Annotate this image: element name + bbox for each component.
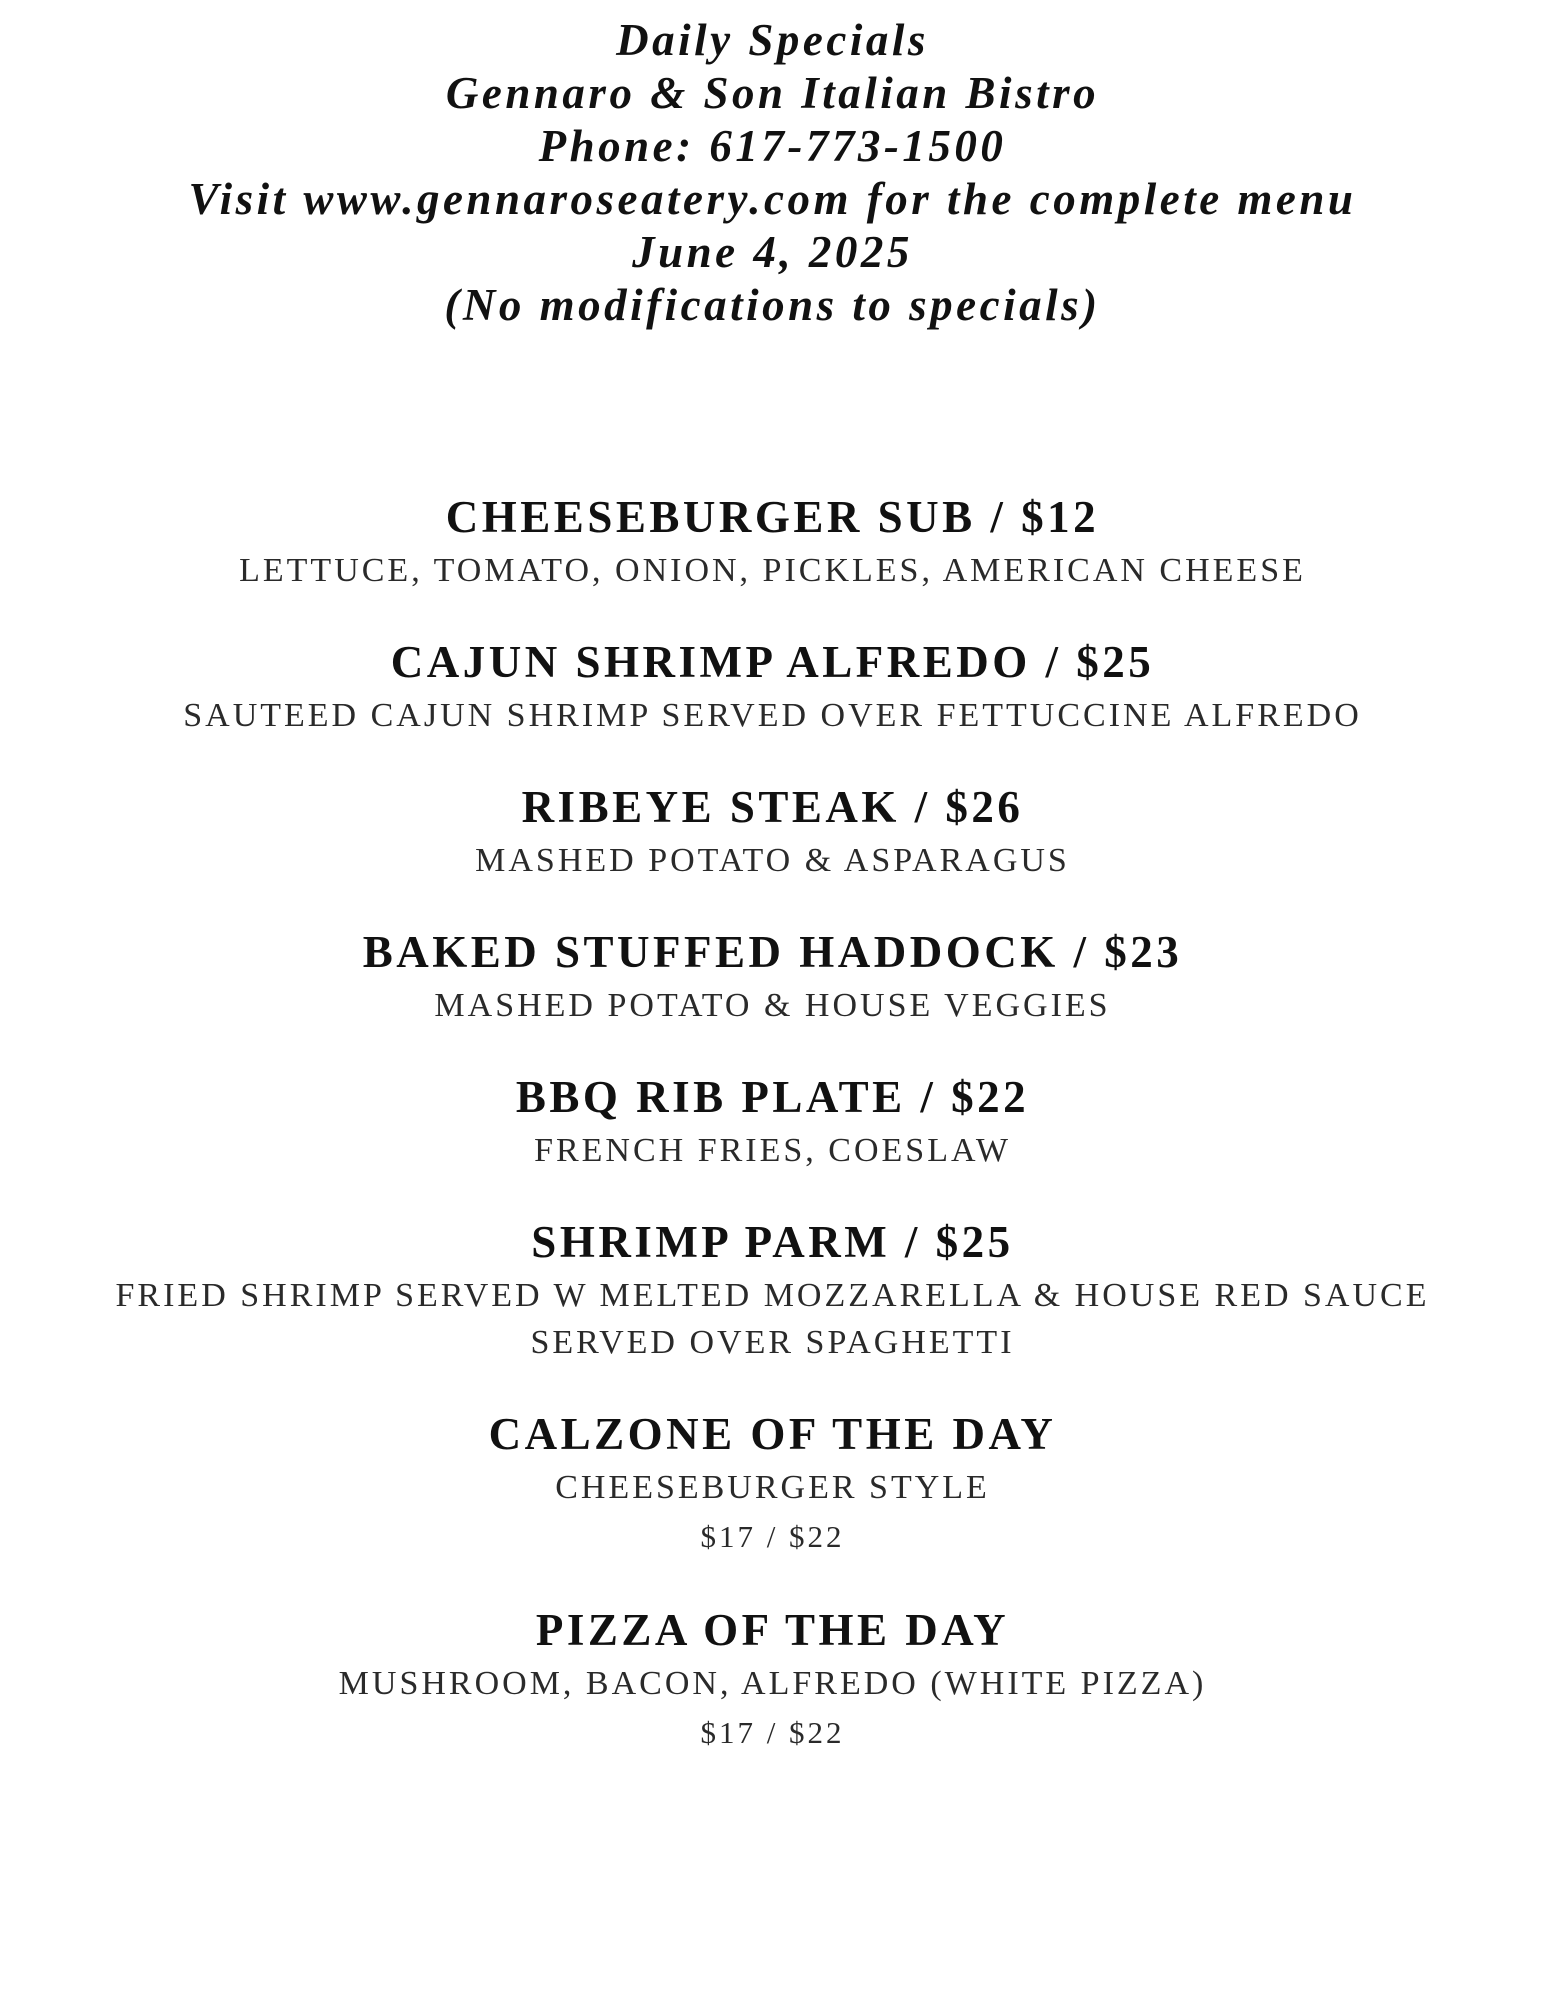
special-item xyxy=(0,1212,1545,1366)
item-description: MUSHROOM, BACON, ALFREDO (WHITE PIZZA) xyxy=(338,1665,1207,1702)
restaurant-name: Gennaro & Son Italian Bistro xyxy=(445,68,1100,118)
phone-number: Phone: 617-773-1500 xyxy=(538,121,1007,171)
item-title: BBQ RIB PLATE / $22 xyxy=(515,1072,1030,1122)
item-title: CHEESEBURGER SUB / $12 xyxy=(445,492,1100,542)
special-item xyxy=(0,632,1545,739)
item-title: CAJUN SHRIMP ALFREDO / $25 xyxy=(390,637,1155,687)
website-note: Visit www.gennaroseatery.com for the complete menu xyxy=(188,174,1357,224)
page-title: Daily Specials xyxy=(616,15,929,65)
special-item xyxy=(0,1067,1545,1174)
item-title: BAKED STUFFED HADDOCK / $23 xyxy=(362,927,1183,977)
special-item xyxy=(0,1404,1545,1562)
special-item xyxy=(0,487,1545,594)
special-item xyxy=(0,922,1545,1029)
item-price: $17 / $22 xyxy=(700,1519,845,1554)
menu-header xyxy=(0,14,1545,332)
item-title: SHRIMP PARM / $25 xyxy=(531,1217,1014,1267)
item-description: FRIED SHRIMP SERVED W MELTED MOZZARELLA & HOUSE RED SAUCE xyxy=(115,1277,1430,1314)
item-description: SAUTEED CAJUN SHRIMP SERVED OVER FETTUCCINE ALFREDO xyxy=(183,697,1362,734)
item-title: CALZONE OF THE DAY xyxy=(488,1409,1057,1459)
item-title: RIBEYE STEAK / $26 xyxy=(521,782,1024,832)
special-item xyxy=(0,777,1545,884)
item-description: MASHED POTATO & HOUSE VEGGIES xyxy=(434,987,1111,1024)
modification-policy: (No modifications to specials) xyxy=(444,280,1101,330)
item-description: LETTUCE, TOMATO, ONION, PICKLES, AMERICAN CHEESE xyxy=(239,552,1306,589)
item-description-continued: SERVED OVER SPAGHETTI xyxy=(530,1324,1015,1361)
special-item xyxy=(0,1600,1545,1758)
item-description: FRENCH FRIES, COESLAW xyxy=(534,1132,1011,1169)
item-description: CHEESEBURGER STYLE xyxy=(555,1469,990,1506)
item-title: PIZZA OF THE DAY xyxy=(535,1605,1010,1655)
item-description: MASHED POTATO & ASPARAGUS xyxy=(475,842,1070,879)
item-price: $17 / $22 xyxy=(700,1715,845,1750)
menu-date: June 4, 2025 xyxy=(632,227,913,277)
specials-list xyxy=(0,487,1545,1796)
